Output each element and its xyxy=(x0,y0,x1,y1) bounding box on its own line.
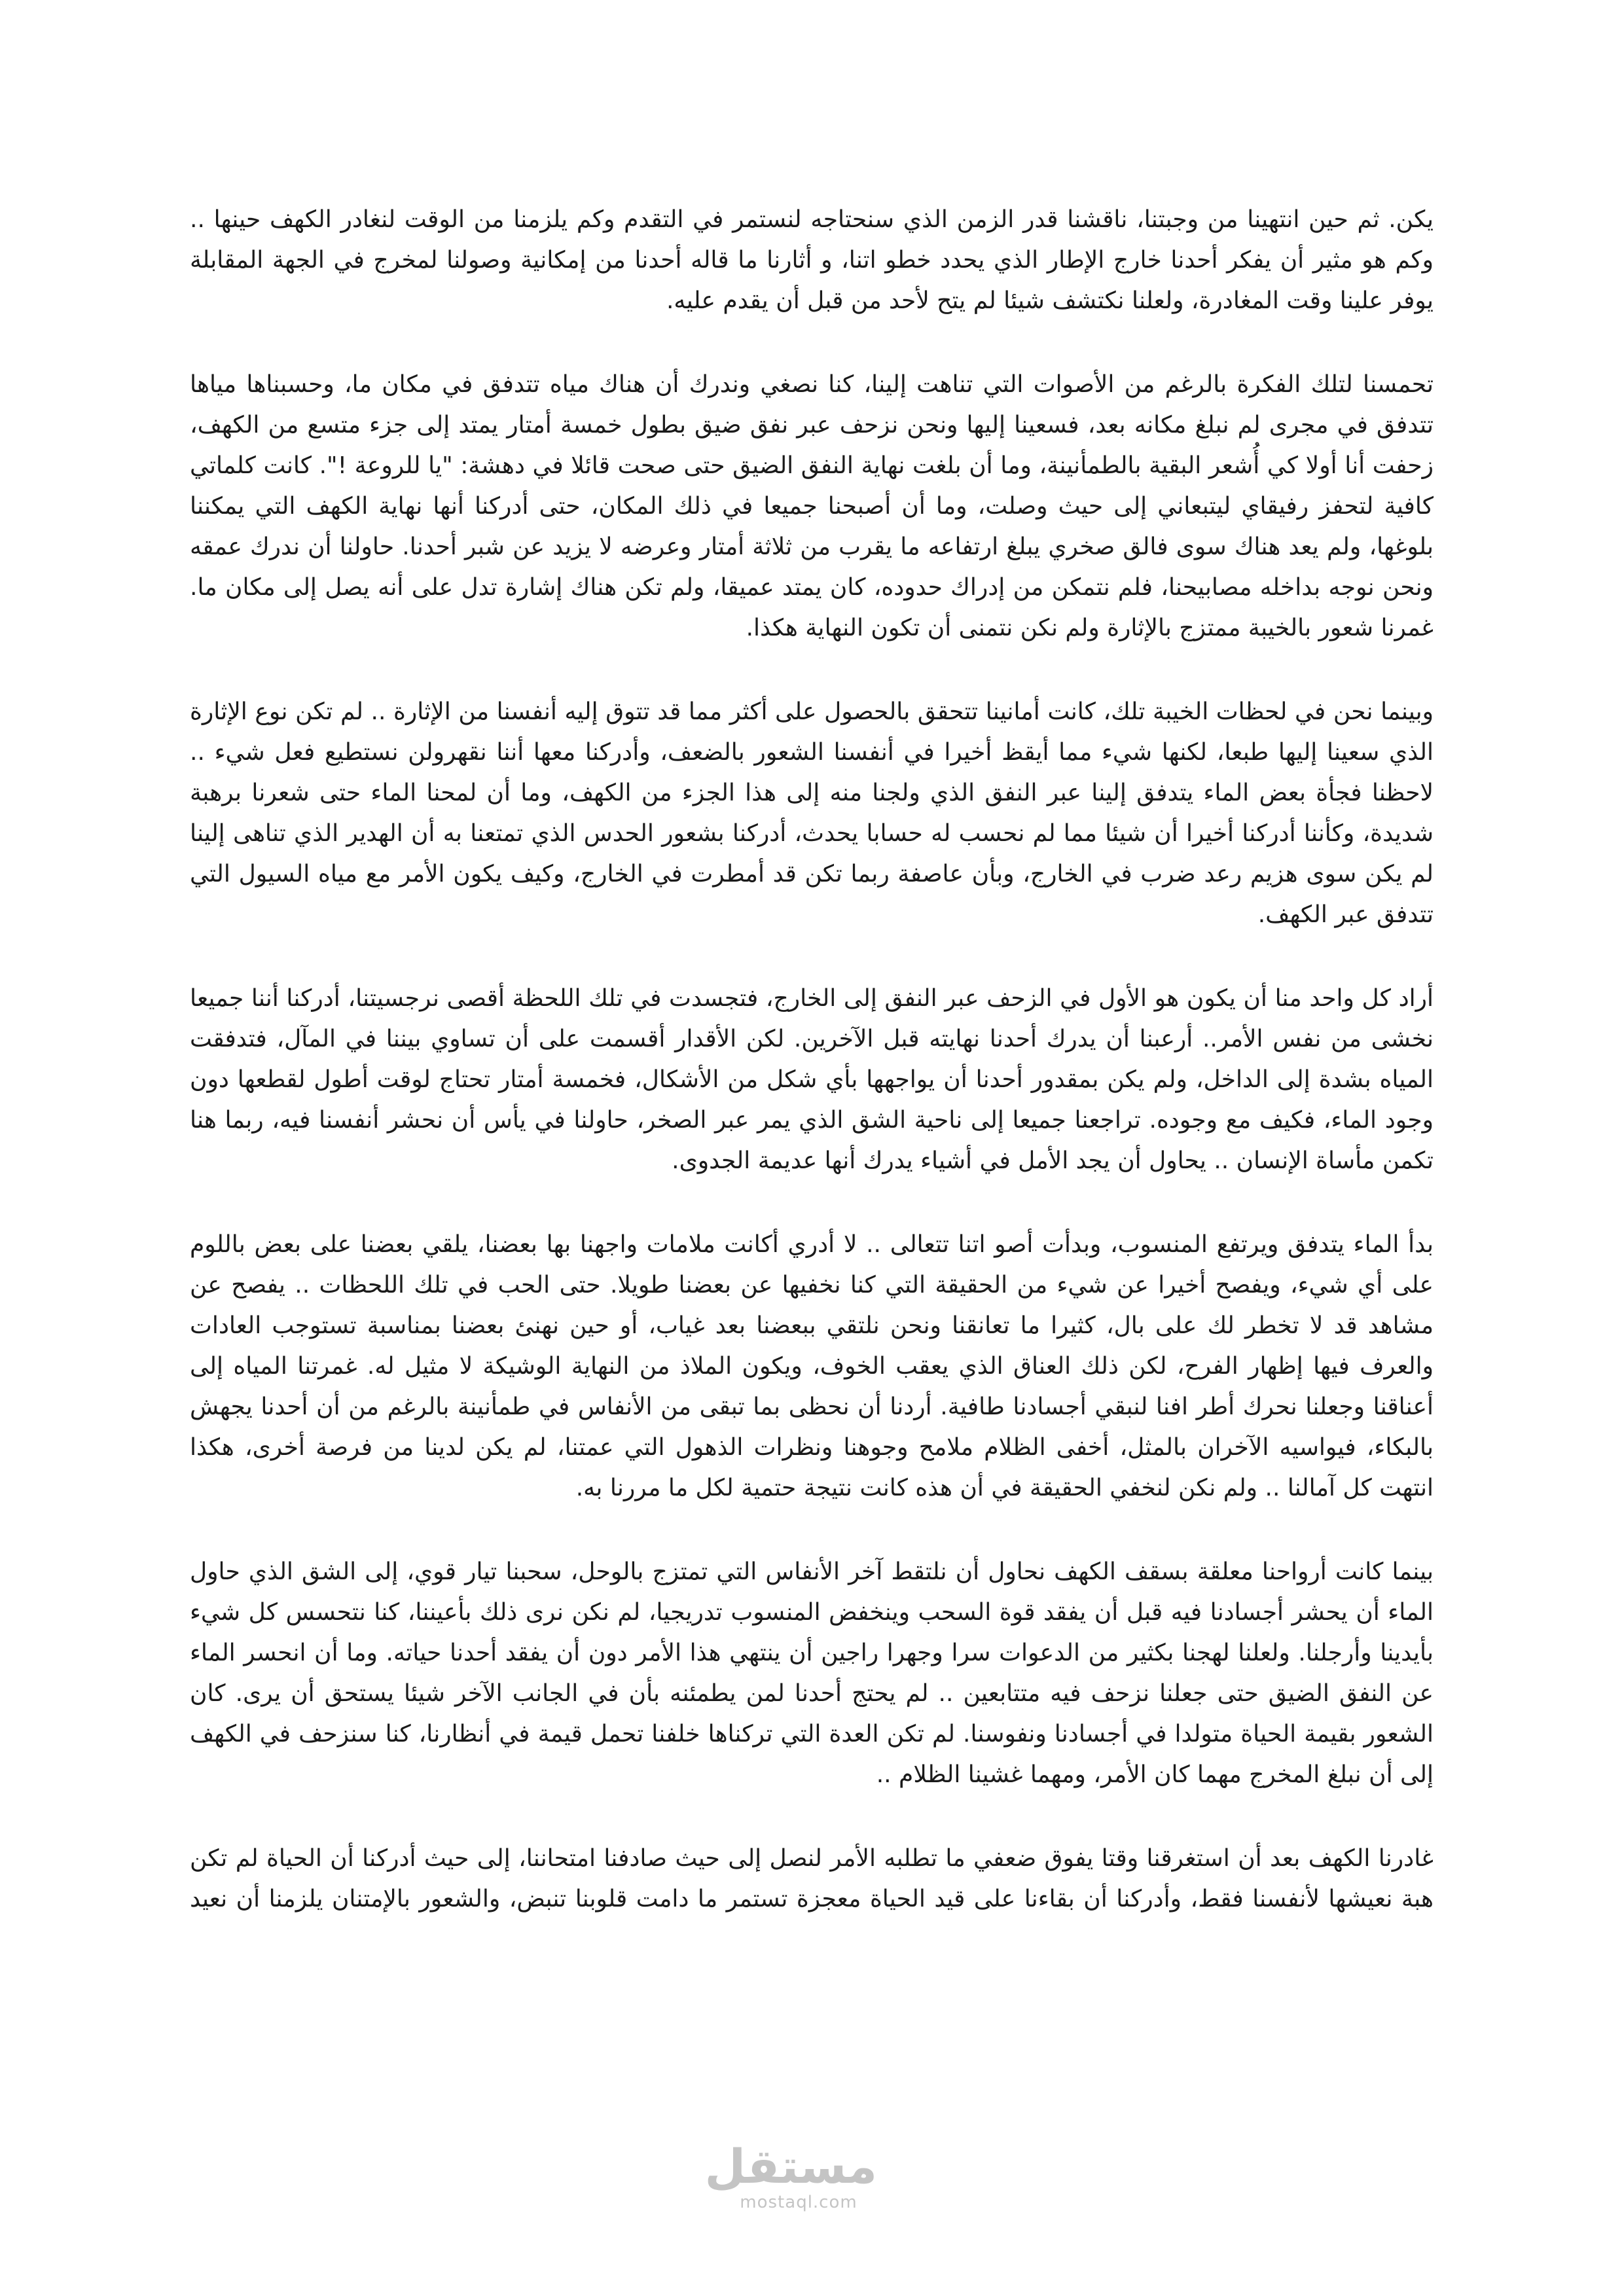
paragraph: تحمسنا لتلك الفكرة بالرغم من الأصوات التي تناهت إلينا، كنا نصغي وندرك أن هناك مياه تتدفق في مكان ما، وحسبناها مياها تتدفق في مجرى لم نبلغ مكانه بعد، فسعينا إليها ونحن نزحف عبر نفق ضيق بطول خمسة أمتار يمتد إلى جزء متسع من الكهف، زحفت أنا أولا كي أُشعر البقية بالطمأنينة، وما أن بلغت نهاية النفق الضيق حتى صحت قائلا في دهشة: "يا للروعة !". كانت كلماتي كافية لتحفز رفيقاي ليتبعاني إلى حيث وصلت، وما أن أصبحنا جميعا في ذلك المكان، حتى أدركنا أنها نهاية الكهف التي يمكننا بلوغها، ولم يعد هناك سوى فالق صخري يبلغ ارتفاعه ما يقرب من ثلاثة أمتار وعرضه لا يزيد عن شبر أحدنا. حاولنا أن ندرك عمقه ونحن نوجه بداخله مصابيحنا، فلم نتمكن من إدراك حدوده، كان يمتد عميقا، ولم تكن هناك إشارة تدل على أنه يصل إلى مكان ما. غمرنا شعور بالخيبة ممتزج بالإثارة ولم نكن نتمنى أن تكون النهاية هكذا. xyxy=(190,371,1434,641)
watermark-domain: mostaql.com xyxy=(740,2193,857,2212)
paragraph: وبينما نحن في لحظات الخيبة تلك، كانت أمانينا تتحقق بالحصول على أكثر مما قد تتوق إليه أنفسنا من الإثارة .. لم تكن نوع الإثارة الذي سعينا إليها طبعا، لكنها شيء مما أيقظ أخيرا في أنفسنا الشعور بالضعف، وأدركنا معها أننا نقهرولن نستطيع فعل شيء .. لاحظنا فجأة بعض الماء يتدفق إلينا عبر النفق الذي ولجنا منه إلى هذا الجزء من الكهف، وما أن لمحنا الماء حتى شعرنا برهبة شديدة، وكأننا أدركنا أخيرا أن شيئا مما لم نحسب له حسابا يحدث، أدركنا بشعور الحدس الذي تمتعنا به أن الهدير الذي تناهى إلينا لم يكن سوى هزيم رعد ضرب في الخارج، وبأن عاصفة ربما تكن قد أمطرت في الخارج، وكيف يكون الأمر مع مياه السيول التي تتدفق عبر الكهف. xyxy=(190,698,1434,928)
paragraph: أراد كل واحد منا أن يكون هو الأول في الزحف عبر النفق إلى الخارج، فتجسدت في تلك اللحظة أقصى نرجسيتنا، أدركنا أننا جميعا نخشى من نفس الأمر.. أرعبنا أن يدرك أحدنا نهايته قبل الآخرين. لكن الأقدار أقسمت على أن تساوي بيننا في المآل، فتدفقت المياه بشدة إلى الداخل، ولم يكن بمقدور أحدنا أن يواجهها بأي شكل من الأشكال، فخمسة أمتار تحتاج لوقت أطول لقطعها دون وجود الماء، فكيف مع وجوده. تراجعنا جميعا إلى ناحية الشق الذي يمر عبر الصخر، حاولنا في يأس أن نحشر أنفسنا فيه، ربما هنا تكمن مأساة الإنسان .. يحاول أن يجد الأمل في أشياء يدرك أنها عديمة الجدوى. xyxy=(190,985,1434,1174)
paragraph: بدأ الماء يتدفق ويرتفع المنسوب، وبدأت أصو اتنا تتعالى .. لا أدري أكانت ملامات واجهنا بها بعضنا، يلقي بعضنا على بعض باللوم على أي شيء، ويفصح أخيرا عن شيء من الحقيقة التي كنا نخفيها عن بعضنا طويلا. حتى الحب في تلك اللحظات .. يفصح عن مشاهد قد لا تخطر لك على بال، كثيرا ما تعانقنا ونحن نلتقي ببعضنا بعد غياب، أو حين نهنئ بعضنا بمناسبة تستوجب العادات والعرف فيها إظهار الفرح، لكن ذلك العناق الذي يعقب الخوف، ويكون الملاذ من النهاية الوشيكة لا مثيل له. غمرتنا المياه إلى أعناقنا وجعلنا نحرك أطر افنا لنبقي أجسادنا طافية. أردنا أن نحظى بما تبقى من الأنفاس في طمأنينة بالرغم من أن أحدنا يجهش بالبكاء، فيواسيه الآخران بالمثل، أخفى الظلام ملامح وجوهنا ونظرات الذهول التي عمتنا، لم يكن لدينا من فرصة أخرى، هكذا انتهت كل آمالنا .. ولم نكن لنخفي الحقيقة في أن هذه كانت نتيجة حتمية لكل ما مررنا به. xyxy=(190,1231,1434,1501)
paragraph: بينما كانت أرواحنا معلقة بسقف الكهف نحاول أن نلتقط آخر الأنفاس التي تمتزج بالوحل، سحبنا تيار قوي، إلى الشق الذي حاول الماء أن يحشر أجسادنا فيه قبل أن يفقد قوة السحب وينخفض المنسوب تدريجيا، لم نكن نرى ذلك بأعيننا، كنا نتحسس كل شيء بأيدينا وأرجلنا. ولعلنا لهجنا بكثير من الدعوات سرا وجهرا راجين أن ينتهي هذا الأمر دون أن يفقد أحدنا حياته. وما أن انحسر الماء عن النفق الضيق حتى جعلنا نزحف فيه متتابعين .. لم يحتج أحدنا لمن يطمئنه بأن في الجانب الآخر شيئا يستحق أن يرى. كان الشعور بقيمة الحياة متولدا في أجسادنا ونفوسنا. لم تكن العدة التي تركناها خلفنا تحمل قيمة في أنظارنا، كنا سنزحف في الكهف إلى أن نبلغ المخرج مهما كان الأمر، ومهما غشينا الظلام .. xyxy=(190,1558,1434,1788)
mostaql-watermark-logo xyxy=(704,2139,877,2212)
document-body xyxy=(190,200,1434,1963)
paragraph: يكن. ثم حين انتهينا من وجبتنا، ناقشنا قدر الزمن الذي سنحتاجه لنستمر في التقدم وكم يلزمنا من الوقت لنغادر الكهف حينها .. وكم هو مثير أن يفكر أحدنا خارج الإطار الذي يحدد خطو اتنا، و أثارنا ما قاله أحدنا من إمكانية وصولنا لمخرج في الجهة المقابلة يوفر علينا وقت المغادرة، ولعلنا نكتشف شيئا لم يتح لأحد من قبل أن يقدم عليه. xyxy=(190,206,1434,314)
watermark-arabic: مستقل xyxy=(704,2139,877,2194)
paragraph: غادرنا الكهف بعد أن استغرقنا وقتا يفوق ضعفي ما تطلبه الأمر لنصل إلى حيث صادفنا امتحاننا، إلى حيث أدركنا أن الحياة لم تكن هبة نعيشها لأنفسنا فقط، وأدركنا أن بقاءنا على قيد الحياة معجزة تستمر ما دامت قلوبنا تنبض، والشعور بالإمتنان يلزمنا أن نعيد xyxy=(190,1845,1434,1912)
